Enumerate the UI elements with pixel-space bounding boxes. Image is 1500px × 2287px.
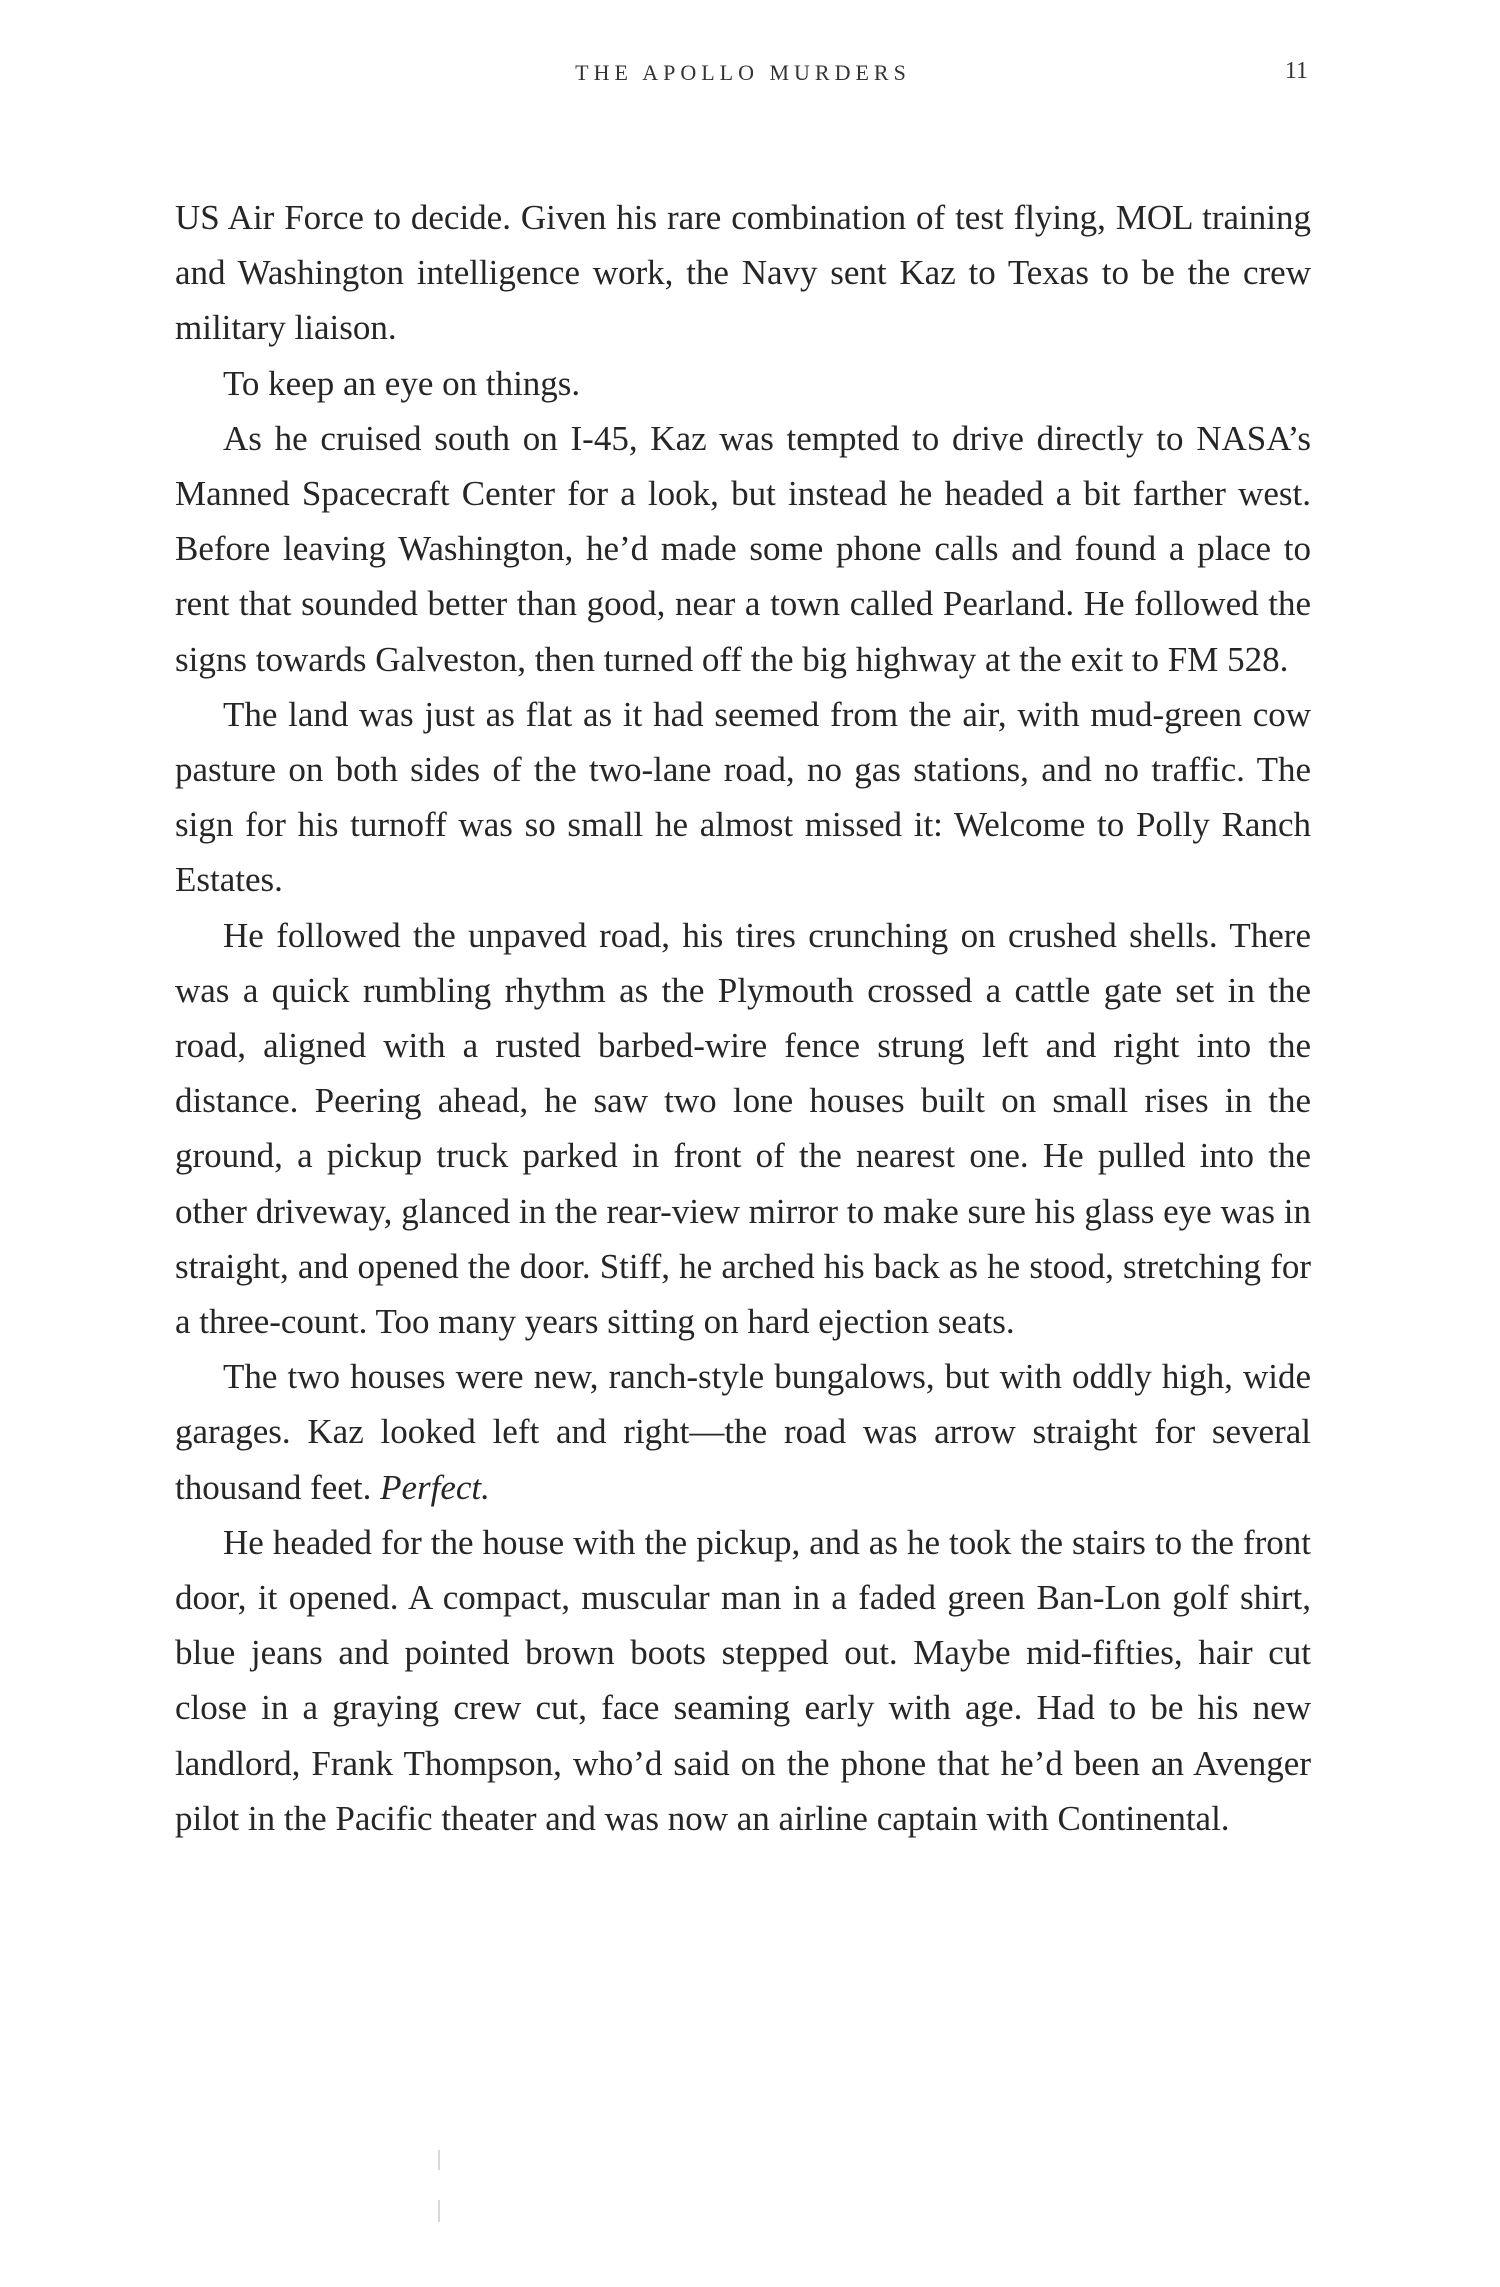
scan-artifact-mark — [438, 2150, 440, 2170]
paragraph-6 — [175, 1349, 1311, 1515]
paragraph-1: US Air Force to decide. Given his rare combination of test flying, MOL training and Washington intelligence work, the Navy sent Kaz to Texas to be the crew military liaison. — [175, 198, 1311, 348]
running-head-title: THE APOLLO MURDERS — [575, 60, 911, 85]
page-number: 11 — [1284, 58, 1308, 84]
paragraph-6-text: The two houses were new, ranch-style bungalows, but with oddly high, wide garages. Kaz looked left and right—the road was arrow straight for several thousand feet. — [175, 1357, 1311, 1507]
paragraph-4: The land was just as flat as it had seemed from the air, with mud-green cow pasture on both sides of the two-lane road, no gas stations, and no traffic. The sign for his turnoff was so small he almost missed it: Welcome to Polly Ranch Estates. — [175, 694, 1311, 900]
paragraph-2: To keep an eye on things. — [223, 363, 581, 403]
paragraph-5: He followed the unpaved road, his tires crunching on crushed shells. There was a quick rumbling rhythm as the Plymouth crossed a cattle gate set in the road, aligned with a rusted barbed-wire fence strung left and right into the distance. Peering ahead, he saw two lone houses built on small rises in the ground, a pickup truck parked in front of the nearest one. He pulled into the other driveway, glanced in the rear-view mirror to make sure his glass eye was in straight, and opened the door. Stiff, he arched his back as he stood, stretching for a three-count. Too many years sitting on hard ejection seats. — [175, 915, 1311, 1342]
body-text — [175, 190, 1311, 1846]
paragraph-7: He headed for the house with the pickup, and as he took the stairs to the front door, it opened. A compact, muscular man in a faded green Ban-Lon golf shirt, blue jeans and pointed brown boots stepped out. Maybe mid-fifties, hair cut close in a graying crew cut, face seaming early with age. Had to be his new landlord, Frank Thompson, who’d said on the phone that he’d been an Avenger pilot in the Pacific theater and was now an airline captain with Continental. — [175, 1522, 1311, 1838]
scan-artifact-mark — [438, 2200, 440, 2222]
paragraph-3: As he cruised south on I-45, Kaz was tempted to drive directly to NASA’s Manned Spacecraft Center for a look, but instead he headed a bit farther west. Before leaving Washington, he’d made some phone calls and found a place to rent that sounded better than good, near a town called Pearland. He followed the signs towards Galveston, then turned off the big highway at the exit to FM 528. — [175, 418, 1311, 679]
paragraph-6-emphasis: Perfect. — [380, 1467, 490, 1507]
